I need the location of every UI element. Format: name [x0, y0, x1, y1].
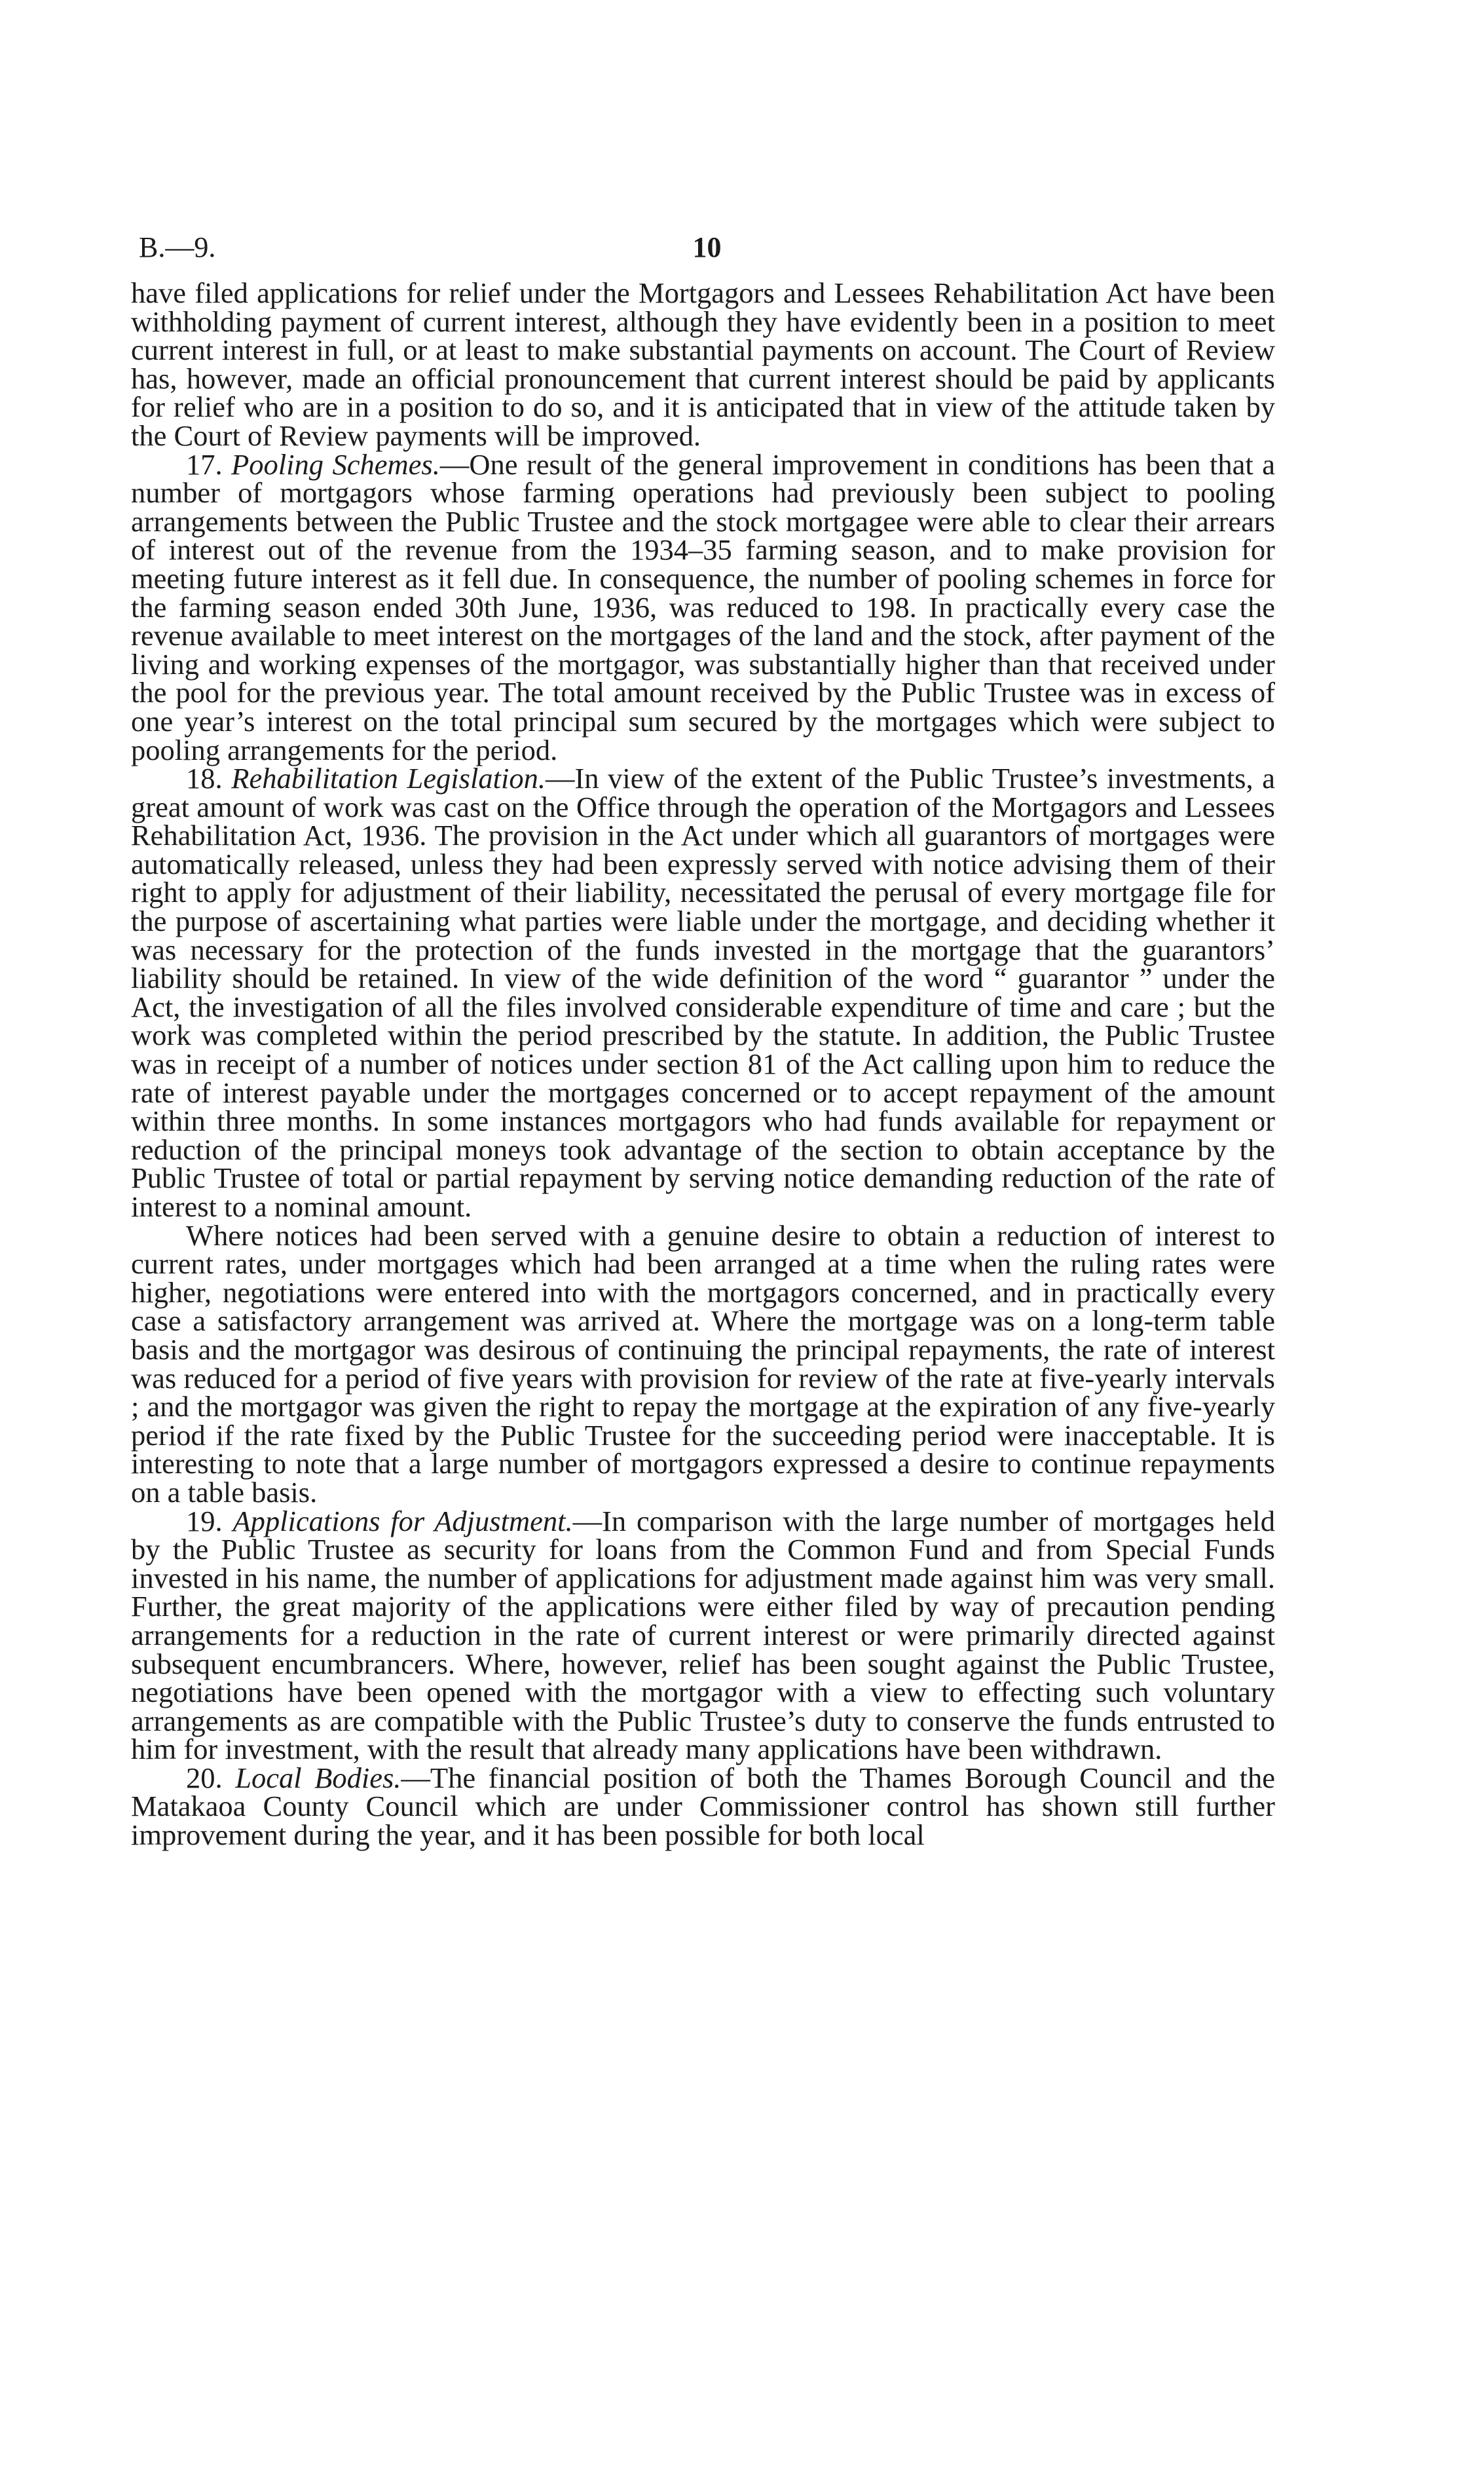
paragraph-heading: Rehabilitation Legislation.: [231, 762, 546, 795]
paragraph-heading: Applications for Adjustment.: [232, 1504, 573, 1537]
paragraph-heading: Local Bodies.: [235, 1761, 401, 1794]
paragraph-notices-served: [131, 1218, 1275, 1509]
paragraph-text: Where notices had been served with a genuine desire to obtain a reduction of interest to current rates, under mortgages which had been arranged at a time when the ruling rates were higher, negotiations were entered into with the mortgagors concerned, and in practically every case a satisfactory arrangement was arrived at. Where the mortgage was on a long-term table basis and the mortgagor was desirous of continuing the principal repayments, the rate of interest was reduced for a period of five years with provision for review of the rate at five-yearly intervals ; and the mortgagor was given the right to repay the mortgage at the expiration of any five-yearly period if the rate fixed by the Public Trustee for the succeeding period were inacceptable. It is interesting to note that a large number of mortgagors expressed a desire to continue repayments on a table basis.: [131, 1218, 1275, 1509]
body-text: [131, 276, 1276, 1852]
paragraph-number: 18.: [186, 762, 232, 795]
paragraph-19-applications-for-adjustment: [131, 1504, 1276, 1766]
paragraph-continuation: [131, 276, 1275, 452]
paragraph-number: 20.: [186, 1761, 236, 1794]
paragraph-text: —In comparison with the large number of mortgages held by the Public Trustee as security for loans from the Common Fund and from Special Funds invested in his name, the number of applications for adjustment made against him was very small. Further, the great majority of the applications were either filed by way of precaution pending arrangements for a reduction in the rate of current interest or were primarily directed against subsequent encumbrancers. Where, however, relief has been sought against the Public Trustee, negotiations have been opened with the mortgagor with a view to effecting such voluntary arrangements as are compatible with the Public Trustee’s duty to conserve the funds entrusted to him for investment, with the result that already many applications have been withdrawn.: [131, 1504, 1276, 1766]
paragraph-text: —One result of the general improvement in conditions has been that a number of mortgagors whose farming operations had previously been subject to pooling arrangements between the Public Trustee and the stock mortgagee were able to clear their arrears of interest out of the revenue from the 1934–35 farming season, and to make provision for meeting future interest as it fell due. In consequence, the number of pooling schemes in force for the farming season ended 30th June, 1936, was reduced to 198. In practically every case the revenue available to meet interest on the mortgages of the land and the stock, after payment of the living and working expenses of the mortgagor, was substantially higher than that received under the pool for the previous year. The total amount received by the Public Trustee was in excess of one year’s interest on the total principal sum secured by the mortgages which were subject to pooling arrangements for the period.: [131, 447, 1275, 766]
paragraph-18-rehabilitation-legislation: [131, 764, 1275, 1222]
document-reference: B.—9.: [139, 231, 216, 263]
paragraph-text: —In view of the extent of the Public Trustee’s investments, a great amount of work was cast on the Office through the operation of the Mortgagors and Lessees Rehabilitation Act, 1936. The provision in the Act under which all guarantors of mortgages were automatically released, unless they had been expressly served with notice advising them of their right to apply for adjustment of their liability, necessitated the perusal of every mortgage file for the purpose of ascertaining what parties were liable under the mortgage, and deciding whether it was necessary for the protection of the funds invested in the mortgage that the guarantors’ liability should be retained. In view of the wide definition of the word “ guarantor ” under the Act, the investigation of all the files involved considerable expenditure of time and care ; but the work was completed within the period prescribed by the statute. In addition, the Public Trustee was in receipt of a number of notices under section 81 of the Act calling upon him to reduce the rate of interest payable under the mortgages concerned or to accept repayment of the amount within three months. In some instances mortgagors who had funds available for repayment or reduction of the principal moneys took advantage of the section to obtain acceptance by the Public Trustee of total or partial repayment by serving notice demanding reduction of the rate of interest to a nominal amount.: [131, 762, 1276, 1223]
page-header: [139, 231, 1275, 273]
paragraph-number: 17.: [186, 447, 232, 481]
paragraph-text: —The financial position of both the Thames Borough Council and the Matakaoa County Council which are under Commissioner control has shown still further improvement during the year, and it has been possible for both local: [131, 1761, 1275, 1852]
paragraph-heading: Pooling Schemes.: [231, 447, 440, 481]
paragraph-number: 19.: [186, 1504, 233, 1537]
paragraph-17-pooling-schemes: [131, 447, 1275, 766]
page-number: 10: [692, 231, 722, 263]
paragraph-20-local-bodies: [131, 1761, 1275, 1852]
paragraph-text: have filed applications for relief under the Mortgagors and Lessees Rehabilitation Act have been withholding payment of current interest, although they have evidently been in a position to meet current interest in full, or at least to make substantial payments on account. The Court of Review has, however, made an official pronouncement that current interest should be paid by applicants for relief who are in a position to do so, and it is anticipated that in view of the attitude taken by the Court of Review payments will be improved.: [131, 276, 1275, 452]
